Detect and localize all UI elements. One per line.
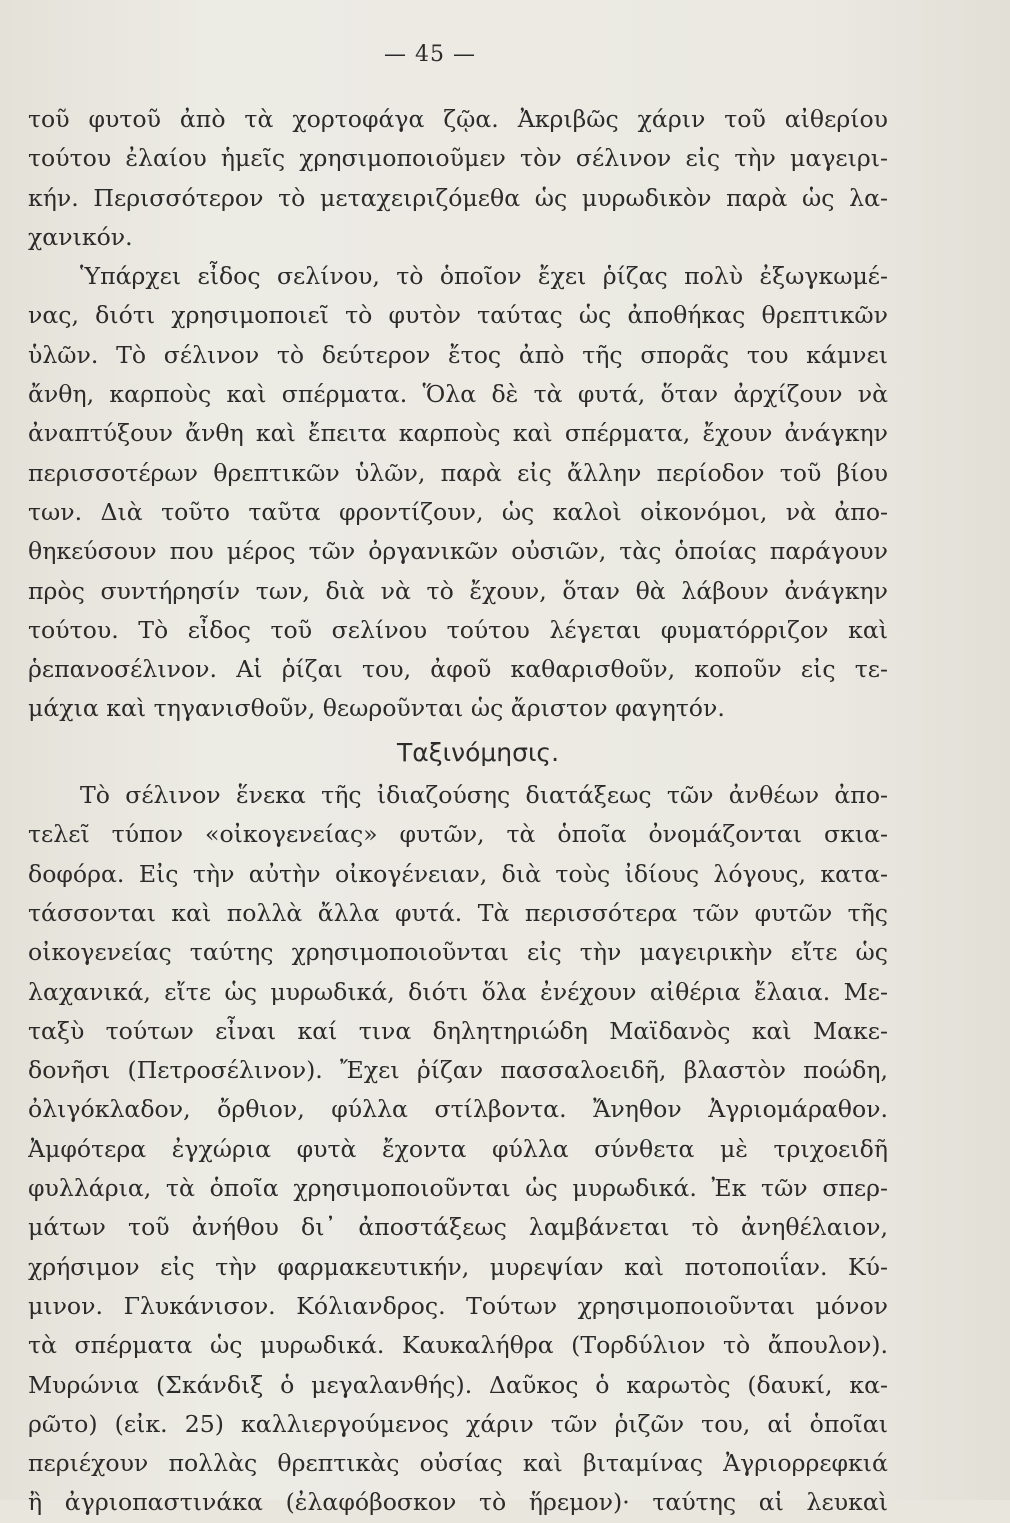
text-line: ὀλιγόκλαδον, ὄρθιον, φύλλα στίλβοντα. Ἄνηθον Ἀγριομάραθον.	[28, 1095, 888, 1124]
text-line: πρὸς συντήρησίν των, διὰ νὰ τὸ ἔχουν, ὅταν θὰ λάβουν ἀνάγκην	[28, 576, 888, 605]
text-line: ἢ ἀγριοπαστινάκα (ἐλαφόβοσκον τὸ ἥρεμον)· ταύτης αἱ λευκαὶ	[28, 1488, 888, 1517]
text-line: περιέχουν πολλὰς θρεπτικὰς οὐσίας καὶ βιταμίνας Ἀγριορρεφκιά	[28, 1449, 888, 1478]
paragraph-1	[28, 100, 888, 257]
text-line: ἀναπτύξουν ἄνθη καὶ ἔπειτα καρποὺς καὶ σπέρματα, ἔχουν ἀνάγκην	[28, 419, 888, 448]
text-line: λαχανικά, εἴτε ὡς μυρωδικά, διότι ὅλα ἐνέχουν αἰθέρια ἔλαια. Με-	[28, 977, 888, 1006]
text-line: τούτου ἐλαίου ἡμεῖς χρησιμοποιοῦμεν τὸν σέλινον εἰς τὴν μαγειρι-	[28, 144, 888, 173]
text-line: χανικόν.	[28, 222, 133, 251]
paragraph-3	[28, 776, 888, 1523]
text-line: δοφόρα. Εἰς τὴν αὐτὴν οἰκογένειαν, διὰ τοὺς ἰδίους λόγους, κατα-	[28, 859, 888, 888]
text-line: κήν. Περισσότερον τὸ μεταχειριζόμεθα ὡς μυρωδικὸν παρὰ ὡς λα-	[28, 183, 888, 212]
text-line: δονῆσι (Πετροσέλινον). Ἔχει ῥίζαν πασσαλοειδῆ, βλαστὸν ποώδη,	[28, 1056, 888, 1085]
text-line: Ὑπάρχει εἶδος σελίνου, τὸ ὁποῖον ἔχει ῥίζας πολὺ ἐξωγκωμέ-	[80, 262, 888, 291]
text-line: ρῶτο) (εἰκ. 25) καλλιεργούμενος χάριν τῶν ῥιζῶν του, αἱ ὁποῖαι	[28, 1409, 888, 1438]
text-line: των. Διὰ τοῦτο ταῦτα φροντίζουν, ὡς καλοὶ οἰκονόμοι, νὰ ἀπο-	[28, 497, 888, 526]
text-line: μάχια καὶ τηγανισθοῦν, θεωροῦνται ὡς ἄριστον φαγητόν.	[28, 694, 725, 723]
text-line: τάσσονται καὶ πολλὰ ἄλλα φυτά. Τὰ περισσότερα τῶν φυτῶν τῆς	[28, 898, 888, 927]
text-line: Τὸ σέλινον ἕνεκα τῆς ἰδιαζούσης διατάξεως τῶν ἀνθέων ἀπο-	[80, 781, 888, 810]
text-line: χρήσιμον εἰς τὴν φαρμακευτικήν, μυρεψίαν καὶ ποτοποιΐαν. Κύ-	[28, 1252, 888, 1281]
text-line: Μυρώνια (Σκάνδιξ ὁ μεγαλανθής). Δαῦκος ὁ καρωτὸς (δαυκί, κα-	[28, 1370, 888, 1399]
text-line: νας, διότι χρησιμοποιεῖ τὸ φυτὸν ταύτας ὡς ἀποθήκας θρεπτικῶν	[28, 301, 888, 330]
text-line: ἄνθη, καρποὺς καὶ σπέρματα. Ὅλα δὲ τὰ φυτά, ὅταν ἀρχίζουν νὰ	[28, 380, 888, 409]
text-line: περισσοτέρων θρεπτικῶν ὑλῶν, παρὰ εἰς ἄλλην περίοδον τοῦ βίου	[28, 458, 888, 487]
paragraph-2	[28, 257, 888, 729]
body-text	[28, 100, 888, 1523]
text-line: ῥεπανοσέλινον. Αἱ ῥίζαι του, ἀφοῦ καθαρισθοῦν, κοποῦν εἰς τε-	[28, 655, 888, 684]
text-line: οἰκογενείας ταύτης χρησιμοποιοῦνται εἰς τὴν μαγειρικὴν εἴτε ὡς	[28, 938, 888, 967]
text-line: ὑλῶν. Τὸ σέλινον τὸ δεύτερον ἔτος ἀπὸ τῆς σπορᾶς του κάμνει	[28, 340, 888, 369]
text-line: Ἀμφότερα ἐγχώρια φυτὰ ἔχοντα φύλλα σύνθετα μὲ τριχοειδῆ	[28, 1134, 888, 1163]
text-line: τοῦ φυτοῦ ἀπὸ τὰ χορτοφάγα ζῷα. Ἀκριβῶς χάριν τοῦ αἰθερίου	[28, 105, 888, 133]
text-line: τελεῖ τύπον «οἰκογενείας» φυτῶν, τὰ ὁποῖα ὀνομάζονται σκια-	[28, 820, 888, 849]
text-line: θηκεύσουν που μέρος τῶν ὀργανικῶν οὐσιῶν, τὰς ὁποίας παράγουν	[28, 537, 888, 566]
text-line: ταξὺ τούτων εἶναι καί τινα δηλητηριώδη Μαϊδανὸς καὶ Μακε-	[28, 1016, 888, 1045]
section-heading: Ταξινόμησις.	[396, 737, 560, 767]
text-line: μινον. Γλυκάνισον. Κόλιανδρος. Τούτων χρησιμοποιοῦνται μόνον	[28, 1291, 888, 1320]
text-line: τούτου. Τὸ εἶδος τοῦ σελίνου τούτου λέγεται φυματόρριζον καὶ	[28, 615, 888, 644]
page-number: — 45 —	[384, 42, 476, 67]
text-line: μάτων τοῦ ἀνήθου δι᾽ ἀποστάξεως λαμβάνεται τὸ ἀνηθέλαιον,	[28, 1213, 888, 1242]
text-line: φυλλάρια, τὰ ὁποῖα χρησιμοποιοῦνται ὡς μυρωδικά. Ἐκ τῶν σπερ-	[28, 1174, 888, 1203]
text-line: τὰ σπέρματα ὡς μυρωδικά. Καυκαλήθρα (Τορδύλιον τὸ ἄπουλον).	[28, 1331, 888, 1360]
